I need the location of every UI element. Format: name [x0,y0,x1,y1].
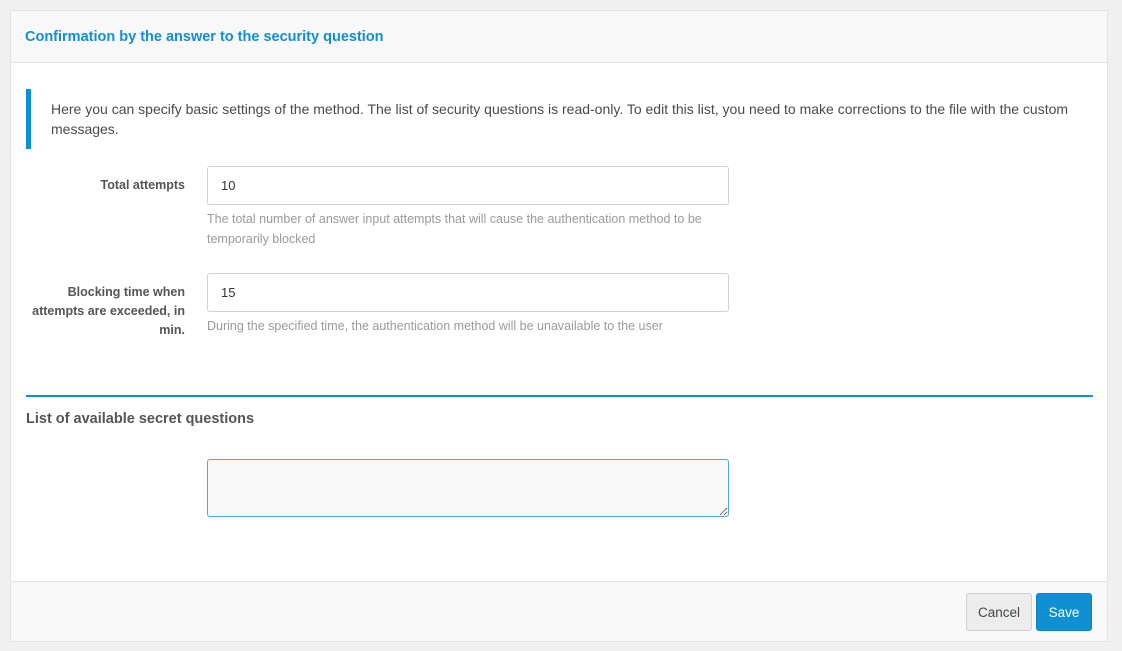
save-button[interactable]: Save [1036,593,1092,631]
panel-title: Confirmation by the answer to the security question [25,28,384,45]
total-attempts-help: The total number of answer input attempts that will cause the authentication method to be temporarily blocked [207,212,702,246]
blocking-time-help: During the specified time, the authentication method will be unavailable to the user [207,319,663,333]
settings-panel [10,10,1108,642]
blocking-time-label: Blocking time when attempts are exceeded, in min. [32,285,185,337]
blocking-time-input[interactable] [207,273,729,312]
total-attempts-label: Total attempts [100,178,185,192]
secret-questions-textarea[interactable] [207,459,729,517]
panel-footer [11,581,1107,641]
total-attempts-input[interactable] [207,166,729,205]
panel-body [11,63,1107,581]
panel-header [11,11,1107,63]
section-divider [26,395,1093,397]
info-note: Here you can specify basic settings of the method. The list of security questions is read-only. To edit this list, you need to make corrections to the file with the custom messages. [26,89,1096,149]
questions-section-title: List of available secret questions [26,411,255,427]
cancel-button[interactable]: Cancel [966,593,1032,631]
